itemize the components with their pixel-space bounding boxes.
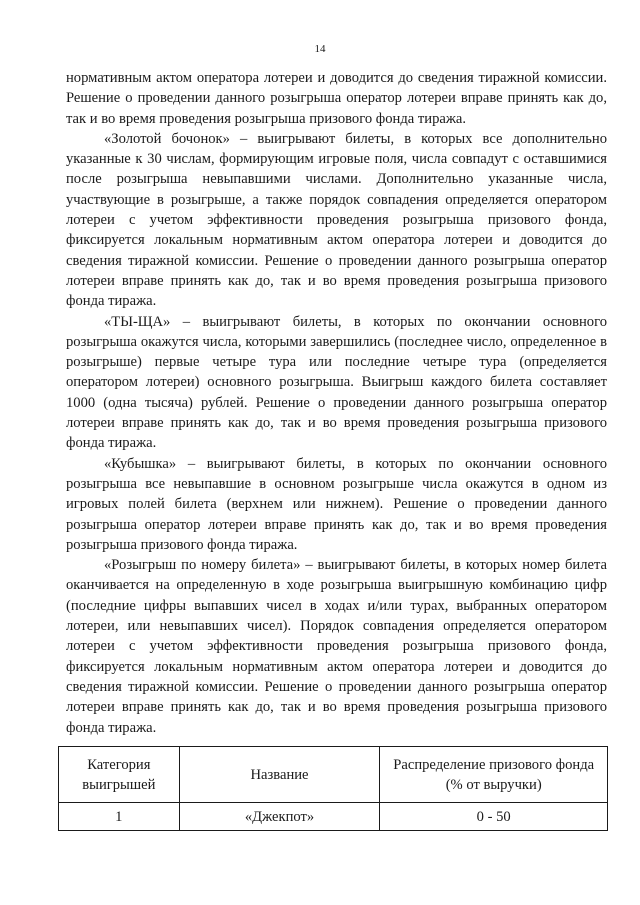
paragraph-golden-barrel: «Золотой бочонок» – выигрывают билеты, в которых все дополнительно указанные к 30 числам, формирующим игровые поля, числа совпадут с оставшимися после розыгрыша невыпавшими числами. Дополнительно указанные числа, участвующие в розыгрыше, а также порядок совпадения определяется оператором лотереи с учетом эффективности проведения розыгрыша призового фонда, фиксируется локальным нормативным актом оператора лотереи и доводится до сведения тиражной комиссии. Решение о проведении данного розыгрыша оператор лотереи вправе принять как до, так и во время проведения розыгрыша призового фонда тиража.	[66, 130, 607, 310]
header-name: Название	[179, 747, 380, 803]
cell-category: 1	[59, 803, 180, 831]
page-number: 14	[314, 43, 326, 55]
table-header-row	[59, 747, 608, 803]
paragraph-ticket-number-draw: «Розыгрыш по номеру билета» – выигрывают билеты, в которых номер билета оканчивается на определенную в ходе розыгрыша выигрышную комбинацию цифр (последние цифры выпавших чисел в ходах и/или турах, выбранных оператором лотереи, или невыпавших чисел). Порядок совпадения определяется оператором лотереи с учетом эффективности проведения розыгрыша призового фонда, фиксируется локальным нормативным актом оператора лотереи и доводится до сведения тиражной комиссии. Решение о проведении данного розыгрыша оператор лотереи вправе принять как до, так и во время проведения розыгрыша призового фонда тиража.	[66, 557, 607, 736]
paragraph-tysha: «ТЫ-ЩА» – выигрывают билеты, в которых по окончании основного розыгрыша окажутся числа, которыми завершились (последнее число, определенное в розыгрыше) первые четыре тура или последние четыре тура (определяется оператором лотереи) основного розыгрыша. Выигрыш каждого билета составляет 1000 (одна тысяча) рублей. Решение о проведении данного розыгрыша оператор лотереи вправе принять как до, так и во время проведения розыгрыша призового фонда тиража.	[66, 313, 607, 452]
cell-distribution: 0 - 50	[380, 803, 608, 831]
document-body	[66, 68, 607, 738]
paragraph-kubyshka: «Кубышка» – выигрывают билеты, в которых по окончании основного розыгрыша все невыпавшие в основном розыгрыше числа окажутся в одном из игровых полей билета (верхнем или нижнем). Решение о проведении данного розыгрыша оператор лотереи вправе принять как до, так и во время проведения розыгрыша призового фонда тиража.	[66, 455, 607, 553]
cell-name: «Джекпот»	[179, 803, 380, 831]
header-distribution: Распределение призового фонда (% от выручки)	[380, 747, 608, 803]
prize-distribution-table	[58, 746, 608, 831]
header-category: Категория выигрышей	[59, 747, 180, 803]
paragraph-continuation: нормативным актом оператора лотереи и доводится до сведения тиражной комиссии. Решение о проведении данного розыгрыша оператор лотереи вправе принять как до, так и во время проведения розыгрыша призового фонда тиража.	[66, 70, 607, 127]
table-row	[59, 803, 608, 831]
